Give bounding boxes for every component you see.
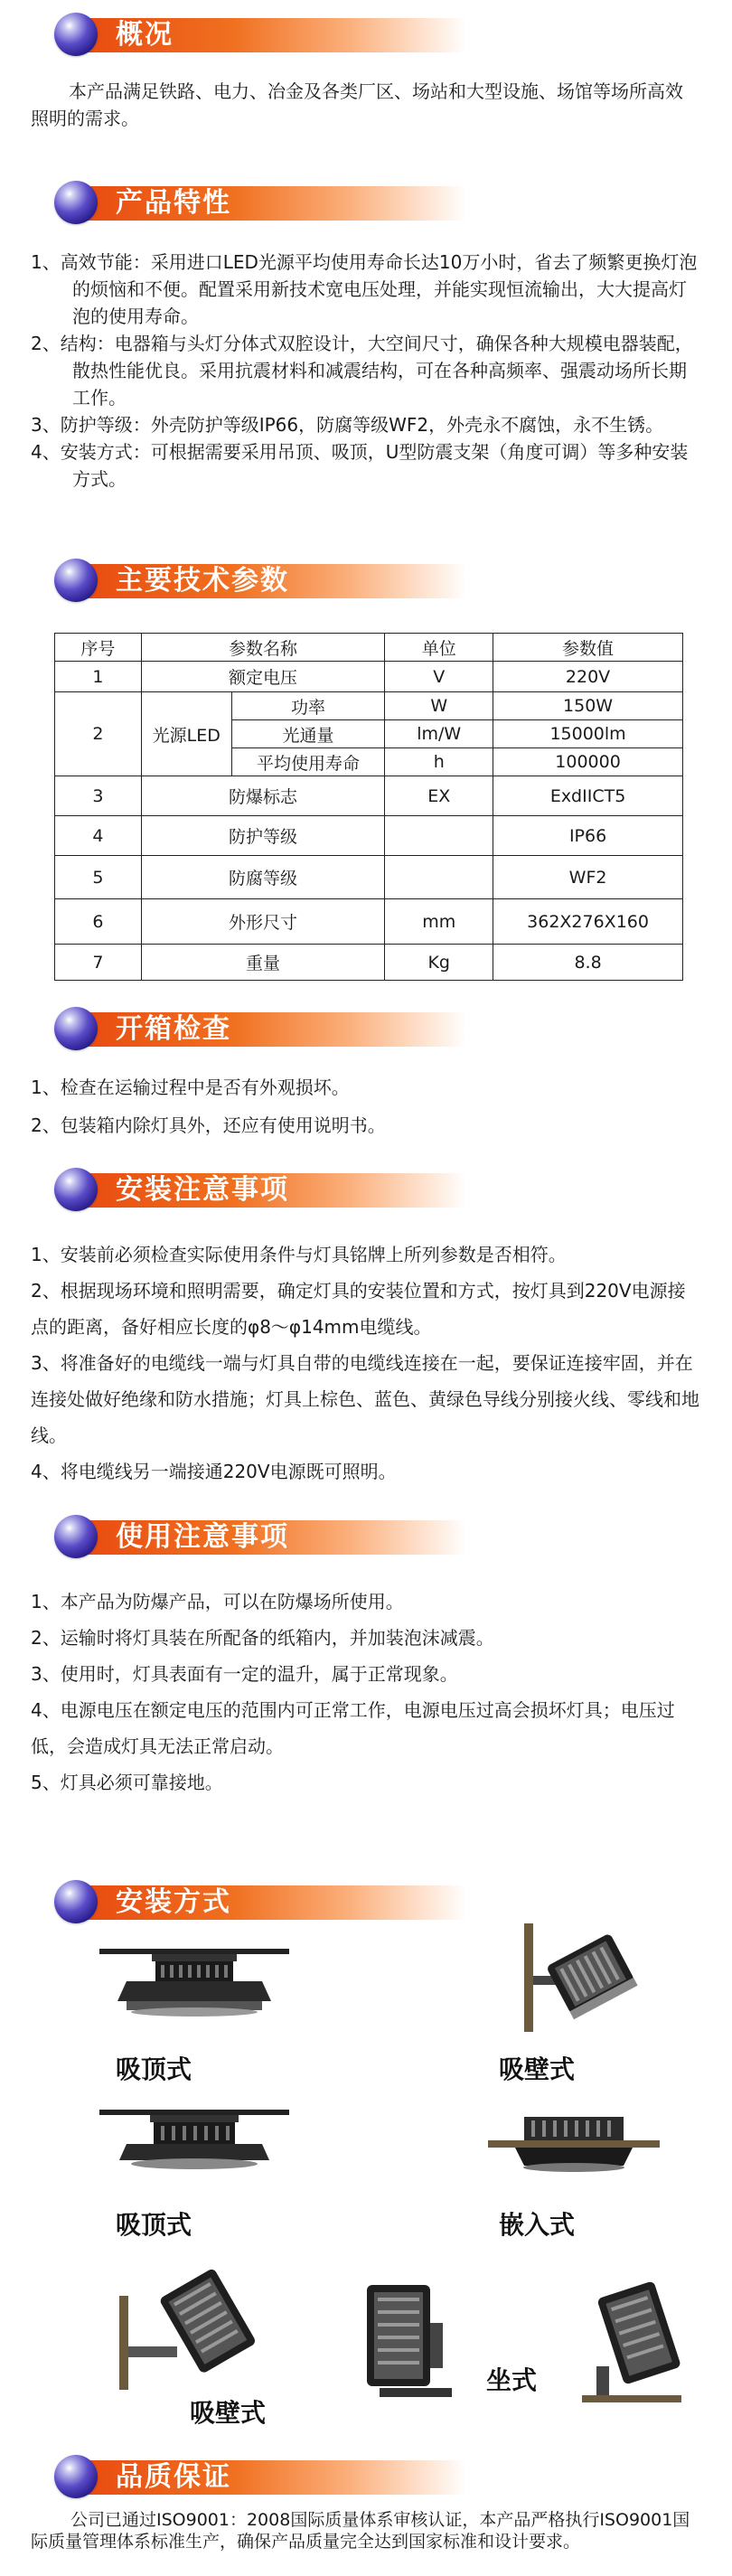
table-row [55, 776, 683, 816]
caption-wall-mount: 吸壁式 [499, 2054, 576, 2084]
section-title: 产品特性 [116, 187, 231, 219]
caption-stand-mount: 坐式 [486, 2365, 538, 2395]
list-item: 2、根据现场环境和照明需要，确定灯具的安装位置和方式，按灯具到220V电源接点的距离，备好相应长度的φ8～φ14mm电缆线。 [31, 1280, 686, 1338]
row-value: 8.8 [493, 945, 683, 981]
table-row [55, 816, 683, 856]
row-value: WF2 [493, 856, 683, 899]
row-no: 2 [55, 692, 142, 776]
list-item: 1、高效节能：采用进口LED光源平均使用寿命长达10万小时，省去了频繁更换灯泡的烦恼和不便。配置采用新技术宽电压处理，并能实现恒流输出，大大提高灯泡的使用寿命。 [31, 251, 698, 327]
row-no: 7 [55, 945, 142, 981]
list-item: 4、将电缆线另一端接通220V电源既可照明。 [31, 1461, 397, 1482]
header-cell: 参数值 [493, 634, 683, 662]
header-ball-icon [54, 1515, 98, 1558]
list-item: 3、防护等级：外壳防护等级IP66，防腐等级WF2，外壳永不腐蚀，永不生锈。 [31, 414, 664, 436]
table-row [55, 692, 683, 720]
row-value: 15000lm [493, 720, 683, 748]
stand-mount-lamp-icon [578, 2278, 687, 2404]
features-list [31, 249, 701, 493]
row-name: 功率 [231, 692, 385, 720]
install-notes-list [31, 1236, 699, 1490]
caption-ceiling-mount: 吸顶式 [116, 2054, 192, 2084]
section-title: 品质保证 [116, 2461, 231, 2493]
list-item: 2、包装箱内除灯具外，还应有使用说明书。 [31, 1114, 386, 1136]
row-no: 6 [55, 899, 142, 945]
table-row [55, 662, 683, 692]
overview-text: 本产品满足铁路、电力、冶金及各类厂区、场站和大型设施、场馆等场所高效照明的需求。 [31, 80, 683, 129]
section-title: 概况 [116, 19, 174, 51]
table-row [55, 856, 683, 899]
row-unit: mm [385, 899, 493, 945]
section-title: 开箱检查 [116, 1013, 231, 1045]
recessed-lamp-icon [488, 2106, 660, 2187]
header-cell: 参数名称 [141, 634, 384, 662]
table-row [55, 899, 683, 945]
section-header-install-notes [0, 1164, 732, 1215]
section-header-unboxing [0, 1003, 732, 1054]
list-item: 1、检查在运输过程中是否有外观损坏。 [31, 1076, 350, 1098]
ceiling-mount-lamp-icon [90, 1943, 298, 2043]
row-unit: W [385, 692, 493, 720]
section-title: 安装注意事项 [116, 1174, 289, 1206]
header-cell: 序号 [55, 634, 142, 662]
caption-ceiling-mount-2: 吸顶式 [116, 2210, 192, 2240]
table-row [55, 945, 683, 981]
stand-mount-lamp-icon [361, 2278, 461, 2404]
section-header-overview [0, 9, 732, 60]
section-title: 安装方式 [116, 1886, 231, 1918]
section-header-usage-notes [0, 1511, 732, 1562]
row-unit [385, 816, 493, 856]
row-value: 150W [493, 692, 683, 720]
row-name: 光通量 [231, 720, 385, 748]
table-header-row [55, 634, 683, 662]
row-name: 防爆标志 [141, 776, 384, 816]
row-no: 1 [55, 662, 142, 692]
list-item: 4、安装方式：可根据需要采用吊顶、吸顶，U型防震支架（角度可调）等多种安装方式。 [31, 441, 689, 490]
spec-table [54, 633, 683, 981]
header-ball-icon [54, 559, 98, 602]
row-unit [385, 856, 493, 899]
section-title: 使用注意事项 [116, 1521, 289, 1553]
quality-text: 公司已通过ISO9001：2008国际质量体系审核认证，本产品严格执行ISO9001国际质量管理体系标准生产，确保产品质量完全达到国家标准和设计要求。 [31, 2510, 690, 2552]
header-ball-icon [54, 1007, 98, 1050]
header-cell: 单位 [385, 634, 493, 662]
row-no: 3 [55, 776, 142, 816]
list-item: 2、运输时将灯具装在所配备的纸箱内，并加装泡沫减震。 [31, 1627, 494, 1649]
header-ball-icon [54, 1168, 98, 1211]
section-header-quality [0, 2451, 732, 2502]
header-ball-icon [54, 2455, 98, 2498]
row-name: 重量 [141, 945, 384, 981]
row-value: 220V [493, 662, 683, 692]
row-unit: EX [385, 776, 493, 816]
unboxing-list [31, 1068, 699, 1144]
section-header-features [0, 177, 732, 228]
list-item: 1、本产品为防爆产品，可以在防爆场所使用。 [31, 1591, 404, 1612]
row-unit: V [385, 662, 493, 692]
row-name: 防护等级 [141, 816, 384, 856]
list-item: 2、结构：电器箱与头灯分体式双腔设计，大空间尺寸，确保各种大规模电器装配，散热性能优良。采用抗震材料和减震结构，可在各种高频率、强震动场所长期工作。 [31, 333, 693, 409]
list-item: 1、安装前必须检查实际使用条件与灯具铭牌上所列参数是否相符。 [31, 1244, 567, 1265]
row-name: 额定电压 [141, 662, 384, 692]
wall-bracket-lamp-icon [117, 2260, 271, 2395]
wall-mount-lamp-icon [470, 1916, 642, 2061]
list-item: 3、使用时，灯具表面有一定的温升，属于正常现象。 [31, 1663, 458, 1685]
row-no: 4 [55, 816, 142, 856]
header-ball-icon [54, 181, 98, 224]
usage-notes-list [31, 1584, 699, 1800]
row-value: 362X276X160 [493, 899, 683, 945]
row-value: 100000 [493, 748, 683, 776]
row-unit: lm/W [385, 720, 493, 748]
row-group: 光源LED [141, 692, 231, 776]
section-header-specs [0, 555, 732, 606]
row-name: 平均使用寿命 [231, 748, 385, 776]
row-unit: h [385, 748, 493, 776]
row-name: 防腐等级 [141, 856, 384, 899]
row-value: IP66 [493, 816, 683, 856]
row-value: ExdIICT5 [493, 776, 683, 816]
ceiling-mount-lamp-icon [90, 2106, 298, 2187]
caption-recessed: 嵌入式 [499, 2210, 576, 2240]
row-name: 外形尺寸 [141, 899, 384, 945]
section-title: 主要技术参数 [116, 565, 289, 597]
row-no: 5 [55, 856, 142, 899]
caption-wall-bracket: 吸壁式 [190, 2398, 267, 2428]
header-ball-icon [54, 1880, 98, 1923]
row-unit: Kg [385, 945, 493, 981]
list-item: 3、将准备好的电缆线一端与灯具自带的电缆线连接在一起，要保证连接牢固，并在连接处做好绝缘和防水措施；灯具上棕色、蓝色、黄绿色导线分别接火线、零线和地线。 [31, 1352, 699, 1446]
list-item: 5、灯具必须可靠接地。 [31, 1772, 223, 1793]
list-item: 4、电源电压在额定电压的范围内可正常工作，电源电压过高会损坏灯具；电压过低，会造成灯具无法正常启动。 [31, 1699, 675, 1757]
header-ball-icon [54, 13, 98, 56]
